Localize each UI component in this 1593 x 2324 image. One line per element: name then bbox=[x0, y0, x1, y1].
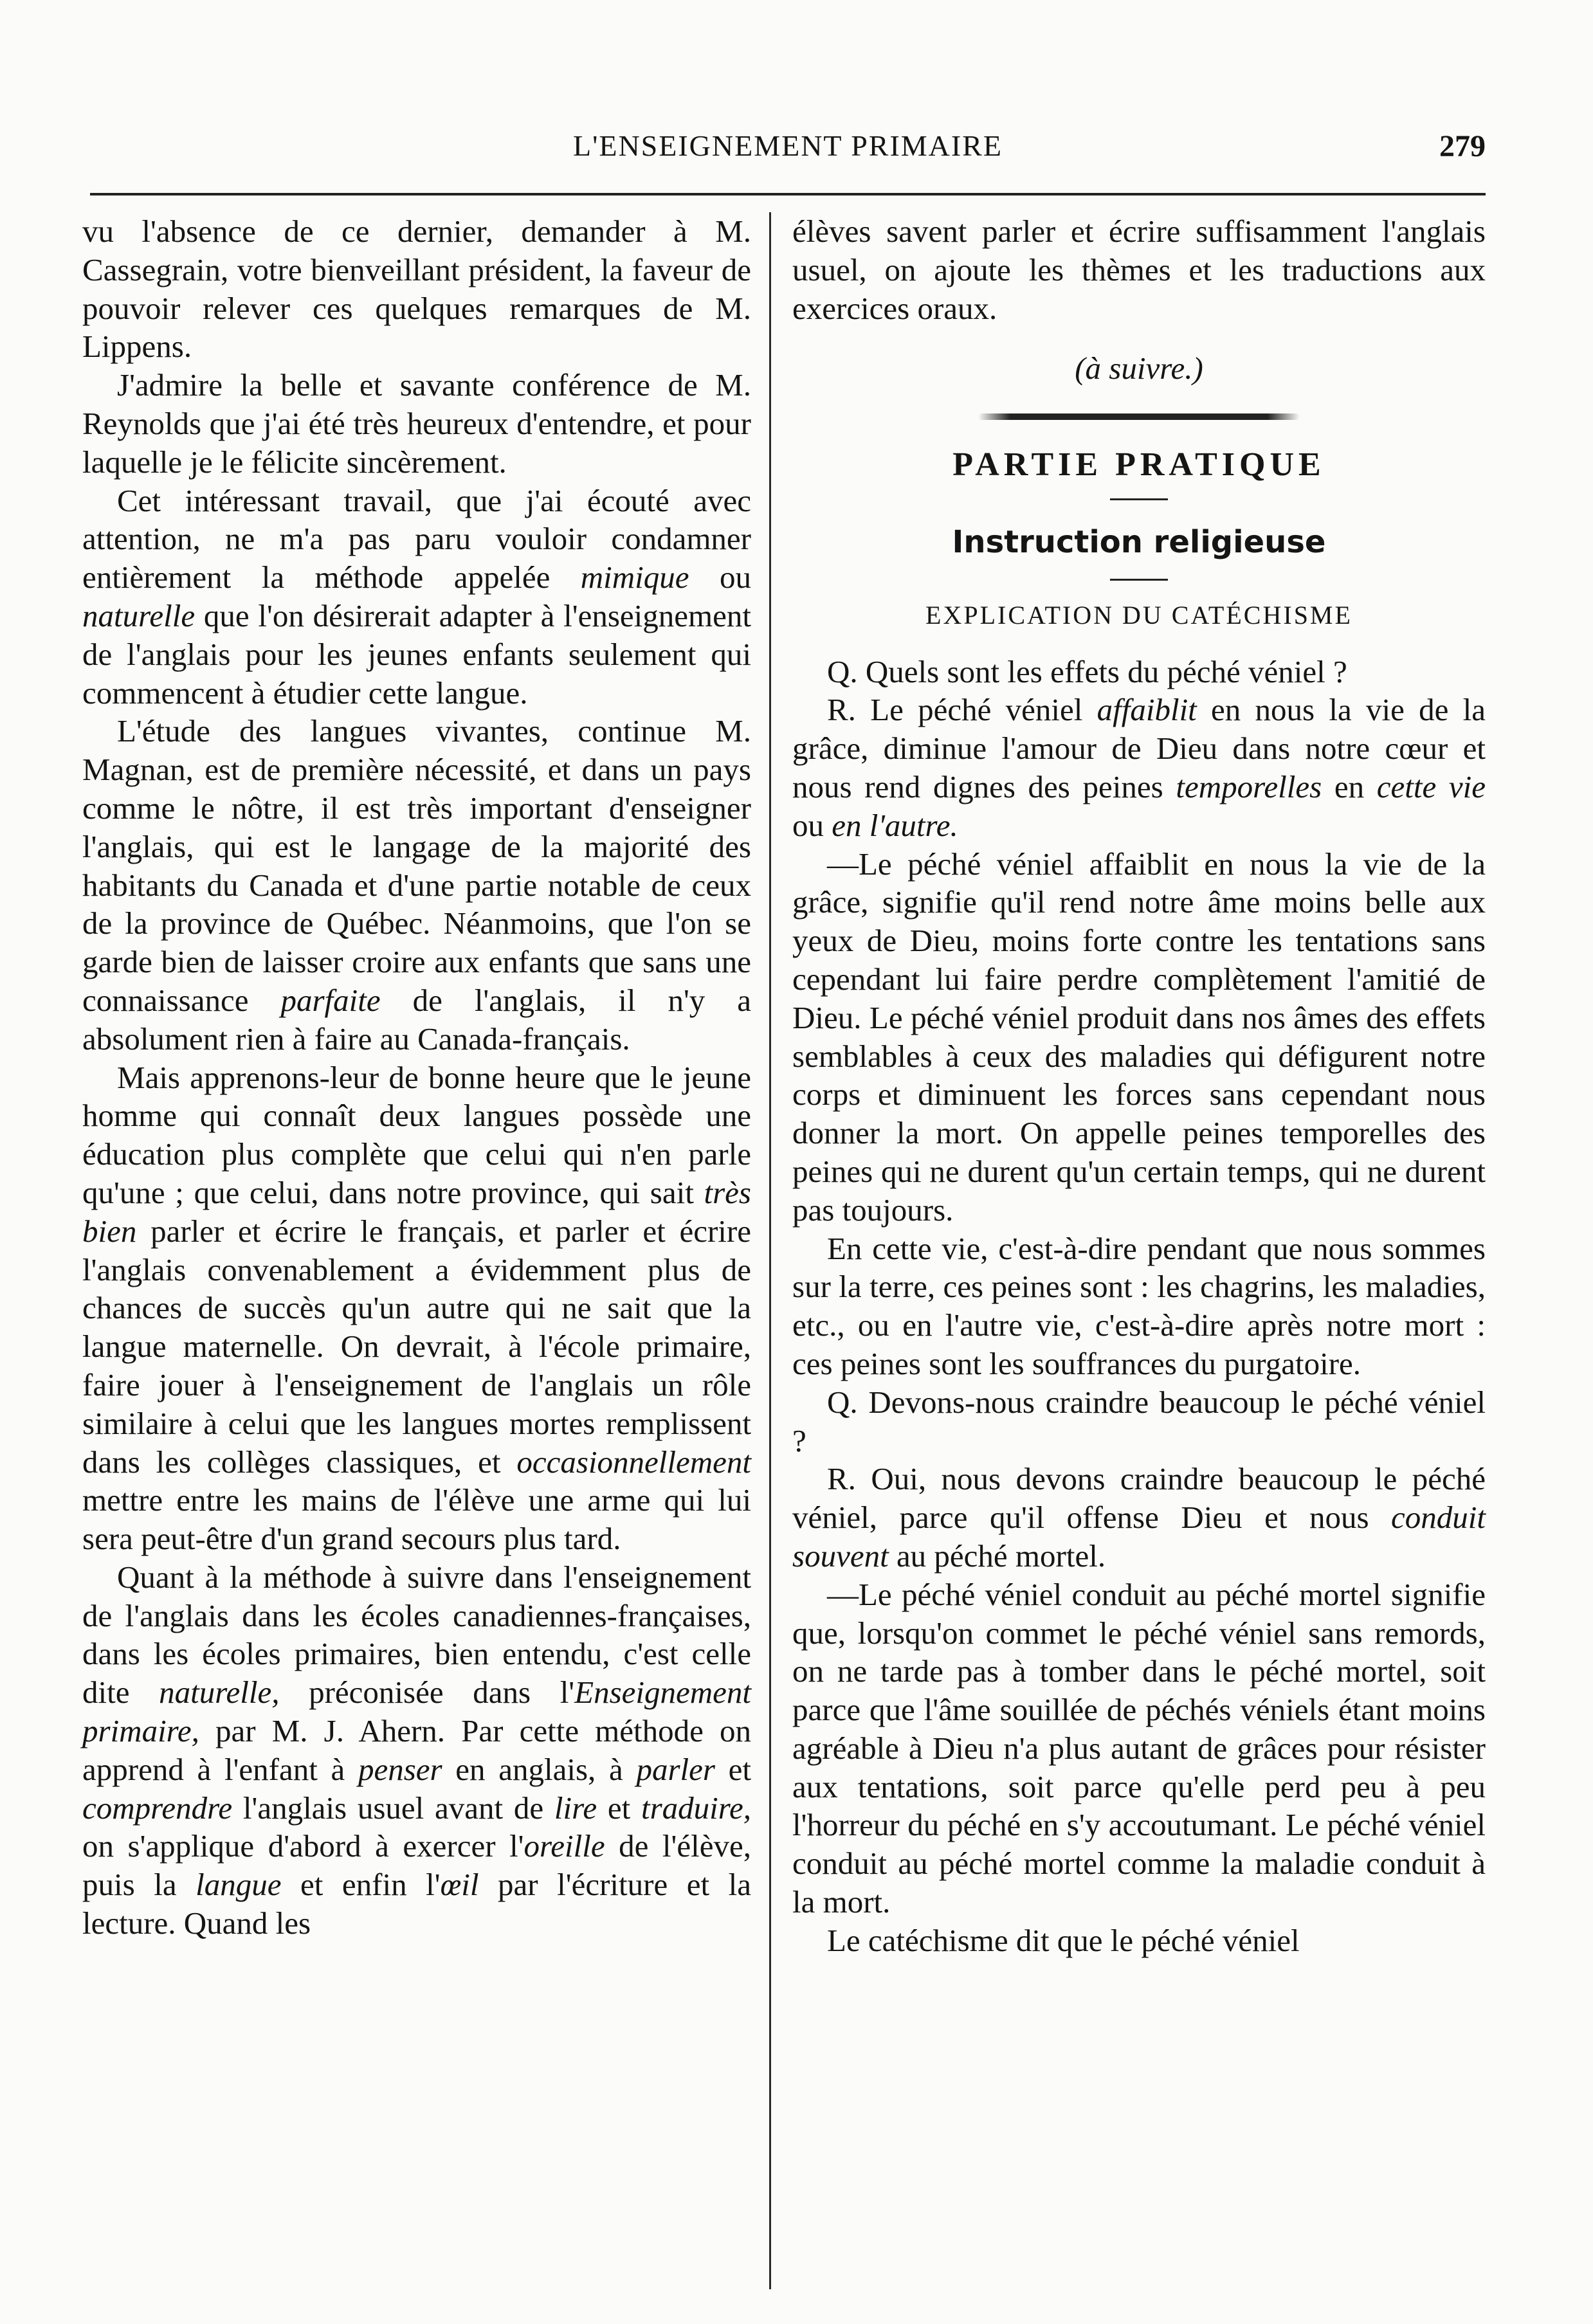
section-title: PARTIE PRATIQUE bbox=[952, 446, 1325, 484]
short-rule bbox=[1110, 579, 1168, 581]
to-be-continued: (à suivre.) bbox=[1075, 350, 1203, 386]
answer: R. Oui, nous devons craindre beaucoup le péché véniel, parce qu'il offense Dieu et nous conduit souvent au péché mortel. bbox=[792, 1461, 1486, 1574]
answer: R. Le péché véniel affaiblit en nous la vie de la grâce, diminue l'amour de Dieu dans notre cœur et nous rend dignes des peines temporelles en cette vie ou en l'autre. bbox=[792, 692, 1486, 843]
left-column bbox=[82, 212, 751, 1943]
header-rule bbox=[90, 193, 1486, 195]
subsection-title: Instruction religieuse bbox=[952, 523, 1326, 560]
running-title: L'ENSEIGNEMENT PRIMAIRE bbox=[572, 129, 1003, 162]
question: Q. Quels sont les effets du péché véniel ? bbox=[827, 653, 1347, 689]
paragraph: vu l'absence de ce dernier, demander à M. Cassegrain, votre bienveillant président, la faveur de pouvoir relever ces quelques remarques de M. Lippens. bbox=[82, 213, 751, 365]
paragraph: Cet intéressant travail, que j'ai écouté avec attention, ne m'a pas paru vouloir condamner entièrement la méthode appelée mimique ou naturelle que l'on désirerait adapter à l'enseignement de l'anglais pour les jeunes enfants seulement qui commencent à étudier cette langue. bbox=[82, 482, 752, 711]
page-number: 279 bbox=[1439, 129, 1486, 163]
ornamental-rule bbox=[978, 413, 1300, 420]
column-divider bbox=[769, 212, 771, 2289]
question: Q. Devons-nous craindre beaucoup le péché véniel ? bbox=[792, 1384, 1486, 1458]
paragraph: élèves savent parler et écrire suffisamment l'anglais usuel, on ajoute les thèmes et les traductions aux exercices oraux. bbox=[792, 213, 1486, 326]
paragraph: En cette vie, c'est-à-dire pendant que nous sommes sur la terre, ces peines sont : les chagrins, les maladies, etc., ou en l'autre vie, c'est-à-dire après notre mort : ces peines sont les souffrances du purgatoire. bbox=[792, 1230, 1486, 1381]
short-rule bbox=[1110, 498, 1168, 500]
paragraph: —Le péché véniel conduit au péché mortel signifie que, lorsqu'on commet le péché véniel sans remords, on ne tarde pas à tomber dans le péché mortel, soit parce que l'âme souillée de péchés véniels étant moins agréable à Dieu n'a plus autant de grâces pour résister aux tentations, soit parce qu'elle perd peu à peu l'horreur du péché en s'y accoutumant. Le péché véniel conduit au péché mortel comme la maladie conduit à la mort. bbox=[792, 1576, 1486, 1920]
paragraph: Mais apprenons-leur de bonne heure que le jeune homme qui connaît deux langues possède une éducation plus complète que celui qui n'en parle qu'une ; que celui, dans notre province, qui sait très bien parler et écrire le français, et parler et écrire l'anglais convenablement a évidemment plus de chances de succès qu'un autre qui ne sait que la langue maternelle. On devrait, à l'école primaire, faire jouer à l'enseignement de l'anglais un rôle similaire à celui que les langues mortes remplissent dans les collèges classiques, et occasionnellement mettre entre les mains de l'élève une arme qui lui sera peut-être d'un grand secours plus tard. bbox=[82, 1059, 751, 1557]
small-title: EXPLICATION DU CATÉCHISME bbox=[925, 600, 1352, 630]
running-head bbox=[90, 129, 1486, 174]
paragraph: J'admire la belle et savante conférence de M. Reynolds que j'ai été très heureux d'entendre, et pour laquelle je le félicite sincèrement. bbox=[82, 367, 751, 480]
paragraph: L'étude des langues vivantes, continue M. Magnan, est de première nécessité, et dans un pays comme le nôtre, il est très important d'enseigner l'anglais, qui est le langage de la majorité des habitants du Canada et d'une partie notable de ceux de la province de Québec. Néanmoins, que l'on se garde bien de laisser croire aux enfants que sans une connaissance parfaite de l'anglais, il n'y a absolument rien à faire au Canada-français. bbox=[82, 713, 751, 1057]
paragraph: —Le péché véniel affaiblit en nous la vie de la grâce, signifie qu'il rend notre âme moins belle aux yeux de Dieu, moins forte contre les tentations sans cependant lui faire perdre complètement l'amitié de Dieu. Le péché véniel produit dans nos âmes des effets semblables à ceux des maladies qui défigurent notre corps et diminuent les forces sans cependant nous donner la mort. On appelle peines temporelles des peines qui ne durent qu'un certain temps, qui ne durent pas toujours. bbox=[792, 846, 1486, 1228]
right-column bbox=[792, 212, 1486, 1960]
paragraph: Le catéchisme dit que le péché véniel bbox=[827, 1922, 1300, 1958]
paragraph: Quant à la méthode à suivre dans l'enseignement de l'anglais dans les écoles canadiennes-françaises, dans les écoles primaires, bien entendu, c'est celle dite naturelle, préconisée dans l'Enseignement primaire, par M. J. Ahern. Par cette méthode on apprend à l'enfant à penser en anglais, à parler et comprendre l'anglais usuel avant de lire et traduire, on s'applique d'abord à exercer l'oreille de l'élève, puis la langue et enfin l'œil par l'écriture et la lecture. Quand les bbox=[82, 1559, 752, 1941]
